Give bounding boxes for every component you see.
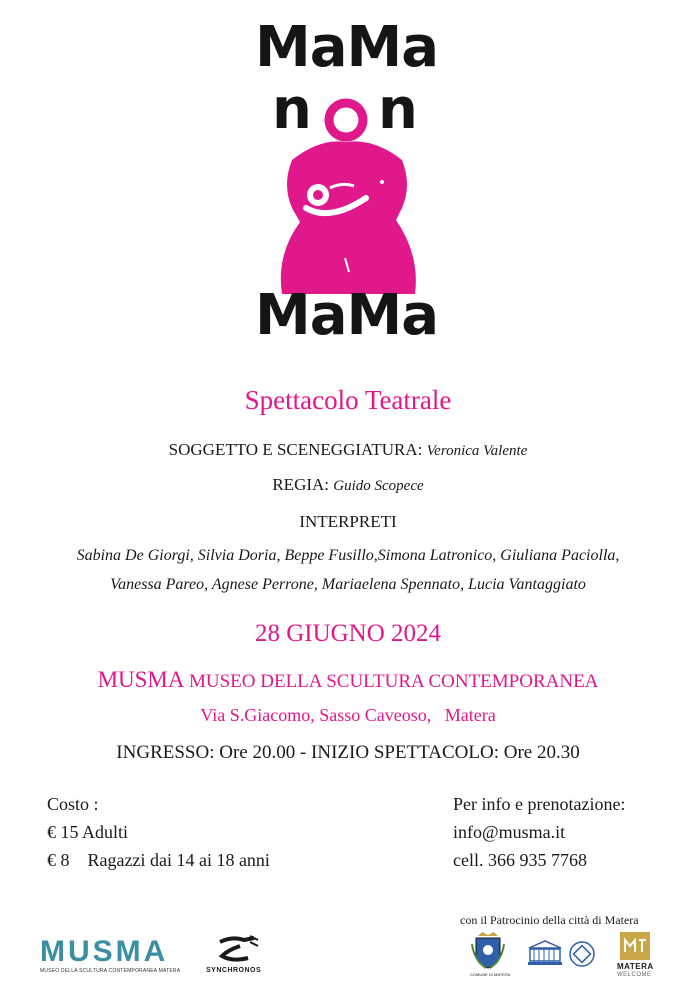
matera-welcome-title: MATERA [617, 962, 654, 971]
info-phone: cell. 366 935 7768 [453, 850, 587, 870]
story-credit [0, 440, 696, 460]
world-heritage-icon [568, 940, 596, 968]
logo-letter-n-2: n [378, 77, 417, 142]
logo-line-mama-top: MaMa [255, 15, 439, 80]
logo-line-mama-bottom: MaMa [255, 283, 439, 348]
musma-logo-subtitle: MUSEO DELLA SCULTURA CONTEMPORANEA MATERA [40, 968, 181, 974]
matera-welcome-logo-icon [620, 932, 650, 960]
cast-line-2: Vanessa Pareo, Agnese Perrone, Mariaelena Spennato, Lucia Vantaggiato [110, 576, 586, 593]
cost-adult: € 15 Adulti [47, 822, 129, 842]
patronage-text: con il Patrocinio della città di Matera [460, 913, 639, 927]
unesco-logo-icon [527, 940, 563, 966]
event-times: INGRESSO: Ore 20.00 - INIZIO SPETTACOLO: Ore 20.30 [116, 742, 580, 763]
event-date: 28 GIUGNO 2024 [254, 620, 442, 647]
venue-name-rest: MUSEO DELLA SCULTURA CONTEMPORANEA [188, 671, 599, 692]
comune-matera-crest-icon [470, 930, 506, 970]
director-credit [0, 475, 696, 495]
cost-label: Costo : [47, 794, 99, 814]
venue-address: Via S.Giacomo, Sasso Caveoso, Matera [200, 705, 496, 725]
matera-welcome-sub: WELCOME [617, 972, 652, 978]
cost-kids: € 8 Ragazzi dai 14 ai 18 anni [47, 850, 270, 870]
synchronos-logo-icon [212, 934, 260, 966]
musma-logo: MUSMA [40, 935, 169, 968]
logo-letter-n: n [272, 77, 311, 142]
comune-label: COMUNE DI MATERA [470, 972, 511, 977]
story-label: SOGGETTO E SCENEGGIATURA: [168, 440, 423, 459]
synchronos-logo-text: SYNCHRONOS [206, 967, 262, 974]
show-type-title: Spettacolo Teatrale [244, 385, 452, 415]
director-label: REGIA: [272, 475, 330, 494]
info-email[interactable]: info@musma.it [453, 822, 566, 842]
story-name: Veronica Valente [426, 443, 528, 459]
venue-name [0, 667, 696, 693]
director-name: Guido Scopece [333, 478, 424, 494]
cast-line-1: Sabina De Giorgi, Silvia Doria, Beppe Fusillo,Simona Latronico, Giuliana Paciolla, [76, 547, 620, 564]
venue-name-bold: MUSMA [97, 667, 184, 692]
mother-child-figure-icon [270, 90, 430, 295]
cast-heading: INTERPRETI [299, 512, 397, 531]
info-label: Per info e prenotazione: [453, 794, 626, 814]
